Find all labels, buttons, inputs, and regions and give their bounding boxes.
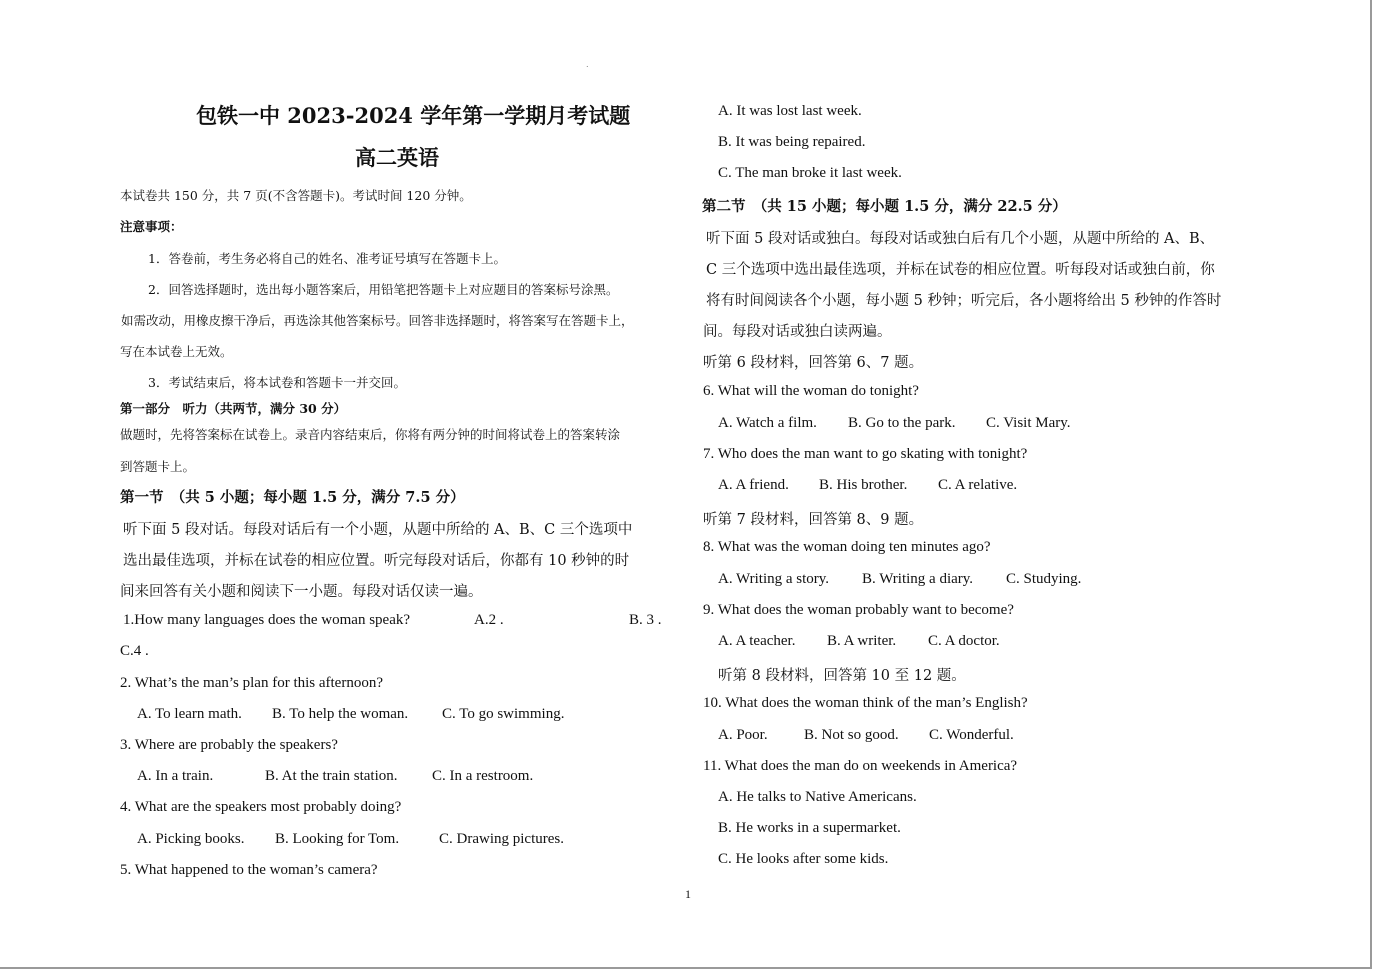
- material-6-heading: 听第 6 段材料，回答第 6、7 题。: [703, 355, 924, 371]
- q10-option-b: B. Not so good.: [804, 727, 899, 743]
- notes-heading: 注意事项：: [120, 219, 183, 234]
- q1-option-a: A.2 .: [474, 612, 504, 628]
- section2-instr-line-2: C 三个选项中选出最佳选项，并标在试卷的相应位置。听每段对话或独白前，你: [706, 262, 1215, 278]
- q5-stem: 5. What happened to the woman’s camera?: [120, 862, 378, 878]
- q7-option-b: B. His brother.: [819, 477, 908, 493]
- q6-option-b: B. Go to the park.: [848, 415, 956, 431]
- material-8-heading: 听第 8 段材料，回答第 10 至 12 题。: [718, 668, 966, 684]
- q10-stem: 10. What does the woman think of the man’s English?: [703, 695, 1028, 711]
- q11-option-b: B. He works in a supermarket.: [718, 820, 901, 836]
- q5-option-a: A. It was lost last week.: [718, 103, 862, 119]
- q9-option-b: B. A writer.: [827, 633, 897, 649]
- q4-stem: 4. What are the speakers most probably doing?: [120, 799, 402, 815]
- q6-stem: 6. What will the woman do tonight?: [703, 383, 919, 399]
- q6-option-a: A. Watch a film.: [718, 415, 817, 431]
- q4-option-a: A. Picking books.: [137, 831, 245, 847]
- section2-instr-line-3: 将有时间阅读各个小题，每小题 5 秒钟；听完后，各小题将给出 5 秒钟的作答时: [706, 293, 1222, 309]
- exam-summary: 本试卷共 150 分，共 7 页(不含答题卡)。考试时间 120 分钟。: [120, 188, 472, 203]
- note-2-line-3: 写在本试卷上无效。: [120, 344, 233, 359]
- part1-instr-line-1: 做题时，先将答案标在试卷上。录音内容结束后，你将有两分钟的时间将试卷上的答案转涂: [120, 427, 621, 442]
- section2-heading: 第二节 （共 15 小题；每小题 1.5 分，满分 22.5 分）: [702, 198, 1067, 215]
- exam-subject: 高二英语: [355, 145, 439, 170]
- q7-option-a: A. A friend.: [718, 477, 789, 493]
- note-3: 3．考试结束后，将本试卷和答题卡一并交回。: [148, 375, 406, 390]
- q3-option-a: A. In a train.: [137, 768, 214, 784]
- q5-option-c: C. The man broke it last week.: [718, 165, 902, 181]
- part1-instr-line-2: 到答题卡上。: [120, 459, 196, 474]
- q2-option-a: A. To learn math.: [137, 706, 242, 722]
- page-number: 1: [685, 887, 691, 901]
- q4-option-c: C. Drawing pictures.: [439, 831, 564, 847]
- q2-option-b: B. To help the woman.: [272, 706, 409, 722]
- section1-instr-line-3: 间来回答有关小题和阅读下一小题。每段对话仅读一遍。: [120, 584, 483, 600]
- q2-stem: 2. What’s the man’s plan for this afternoon?: [120, 675, 383, 691]
- q1-option-c: C.4 .: [120, 643, 149, 659]
- note-1: 1．答卷前，考生务必将自己的姓名、准考证号填写在答题卡上。: [148, 251, 506, 266]
- q11-option-c: C. He looks after some kids.: [718, 851, 889, 867]
- q3-option-b: B. At the train station.: [265, 768, 398, 784]
- note-2-line-1: 2．回答选择题时，选出每小题答案后，用铅笔把答题卡上对应题目的答案标号涂黑。: [148, 282, 619, 297]
- q9-option-a: A. A teacher.: [718, 633, 796, 649]
- material-7-heading: 听第 7 段材料，回答第 8、9 题。: [703, 512, 924, 528]
- q7-stem: 7. Who does the man want to go skating with tonight?: [703, 446, 1028, 462]
- q9-stem: 9. What does the woman probably want to become?: [703, 602, 1014, 618]
- q8-option-c: C. Studying.: [1006, 571, 1082, 587]
- q7-option-c: C. A relative.: [938, 477, 1018, 493]
- q9-option-c: C. A doctor.: [928, 633, 1000, 649]
- q3-stem: 3. Where are probably the speakers?: [120, 737, 338, 753]
- q11-stem: 11. What does the man do on weekends in America?: [703, 758, 1018, 774]
- q1-option-b: B. 3 .: [629, 612, 662, 628]
- note-2-line-2: 如需改动，用橡皮擦干净后，再选涂其他答案标号。回答非选择题时，将答案写在答题卡上，: [121, 313, 634, 328]
- q6-option-c: C. Visit Mary.: [986, 415, 1071, 431]
- section1-instr-line-1: 听下面 5 段对话。每段对话后有一个小题，从题中所给的 A、B、C 三个选项中: [123, 522, 633, 538]
- part1-heading: 第一部分 听力（共两节，满分 30 分）: [120, 401, 347, 416]
- section1-instr-line-2: 选出最佳选项，并标在试卷的相应位置。听完每段对话后，你都有 10 秒钟的时: [123, 553, 630, 569]
- q8-stem: 8. What was the woman doing ten minutes ago?: [703, 539, 991, 555]
- q5-option-b: B. It was being repaired.: [718, 134, 866, 150]
- q10-option-a: A. Poor.: [718, 727, 768, 743]
- q8-option-b: B. Writing a diary.: [862, 571, 974, 587]
- q8-option-a: A. Writing a story.: [718, 571, 830, 587]
- section2-instr-line-4: 间。每段对话或独白读两遍。: [703, 324, 892, 340]
- q4-option-b: B. Looking for Tom.: [275, 831, 400, 847]
- q1-stem: 1.How many languages does the woman speak?: [123, 612, 411, 628]
- exam-title: 包铁一中 2023-2024 学年第一学期月考试题: [196, 103, 631, 128]
- q3-option-c: C. In a restroom.: [432, 768, 534, 784]
- section1-heading: 第一节 （共 5 小题；每小题 1.5 分，满分 7.5 分）: [120, 489, 465, 506]
- q2-option-c: C. To go swimming.: [442, 706, 565, 722]
- section2-instr-line-1: 听下面 5 段对话或独白。每段对话或独白后有几个小题，从题中所给的 A、B、: [706, 231, 1215, 247]
- top-dot: .: [586, 60, 589, 69]
- q11-option-a: A. He talks to Native Americans.: [718, 789, 917, 805]
- q10-option-c: C. Wonderful.: [929, 727, 1014, 743]
